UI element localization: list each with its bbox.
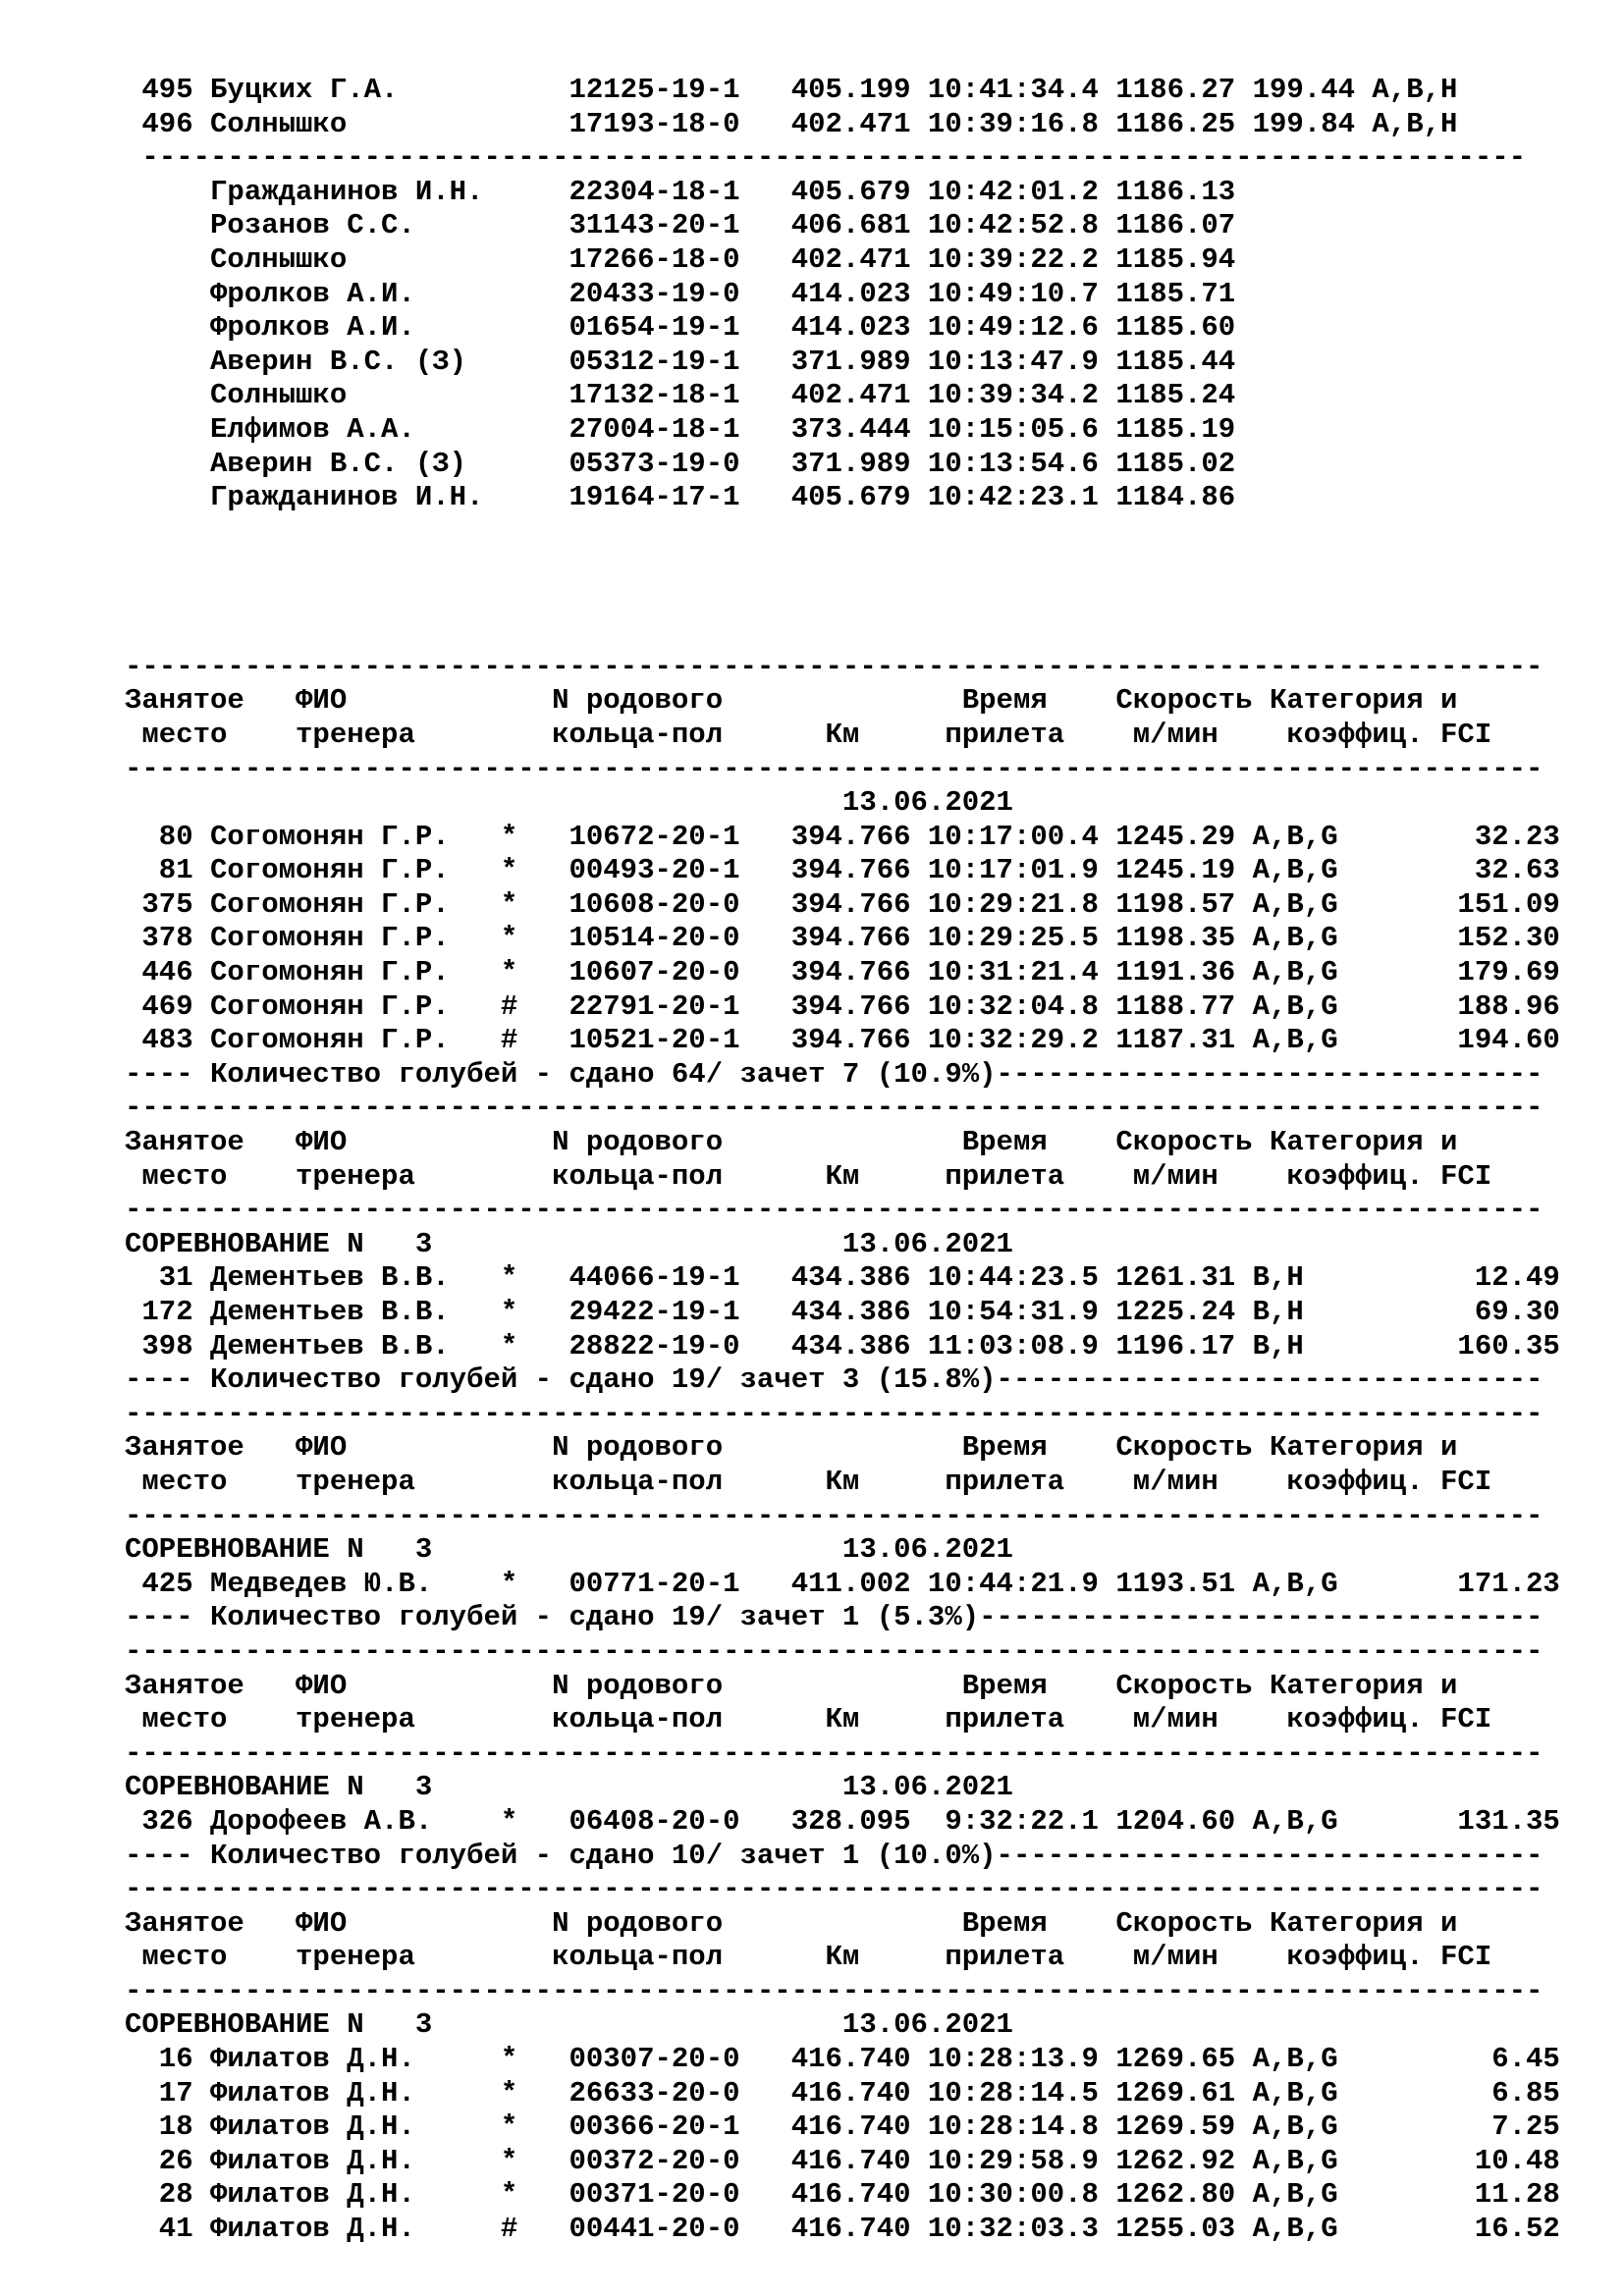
column-header-line-1: Занятое ФИО N родового Время Скорость Категория и — [125, 1669, 1458, 1702]
header-top-rule: ----------------------------------------------------------------------------------- — [125, 1634, 1543, 1668]
result-row: 446 Согомонян Г.Р. * 10607-20-0 394.766 10:31:21.4 1191.36 A,B,G 179.69 — [125, 956, 1560, 989]
section-summary-line: ---- Количество голубей - сдано 19/ зачет 1 (5.3%)--------------------------------- — [125, 1601, 1543, 1634]
result-row: 398 Дементьев В.В. * 28822-19-0 434.386 11:03:08.9 1196.17 B,H 160.35 — [125, 1329, 1560, 1362]
result-row: 16 Филатов Д.Н. * 00307-20-0 416.740 10:28:13.9 1269.65 A,B,G 6.45 — [125, 2043, 1560, 2076]
result-row: 28 Филатов Д.Н. * 00371-20-0 416.740 10:30:00.8 1262.80 A,B,G 11.28 — [125, 2178, 1560, 2212]
section-summary-line: ---- Количество голубей - сдано 64/ зачет 7 (10.9%)-------------------------------- — [125, 1057, 1543, 1091]
result-row: 375 Согомонян Г.Р. * 10608-20-0 394.766 10:29:21.8 1198.57 A,B,G 151.09 — [125, 887, 1560, 921]
header-bottom-rule: ----------------------------------------------------------------------------------- — [125, 1736, 1543, 1770]
results-report — [125, 74, 1617, 2247]
header-top-rule: ----------------------------------------------------------------------------------- — [125, 1397, 1543, 1430]
unranked-result-row: Гражданинов И.Н. 19164-17-1 405.679 10:42:23.1 1184.86 — [125, 481, 1236, 514]
unranked-result-row: Елфимов А.А. 27004-18-1 373.444 10:15:05.6 1185.19 — [125, 412, 1236, 446]
unranked-result-row: Аверин В.С. (З) 05312-19-1 371.989 10:13:47.9 1185.44 — [125, 345, 1236, 378]
column-header-line-1: Занятое ФИО N родового Время Скорость Категория и — [125, 1906, 1458, 1940]
unranked-result-row: Фролков А.И. 01654-19-1 414.023 10:49:12.6 1185.60 — [125, 311, 1236, 345]
section-summary-line: ---- Количество голубей - сдано 10/ зачет 1 (10.0%)-------------------------------- — [125, 1839, 1543, 1872]
header-top-rule: ----------------------------------------------------------------------------------- — [125, 650, 1543, 683]
result-row: 469 Согомонян Г.Р. # 22791-20-1 394.766 10:32:04.8 1188.77 A,B,G 188.96 — [125, 989, 1560, 1023]
result-row: 81 Согомонян Г.Р. * 00493-20-1 394.766 10:17:01.9 1245.19 A,B,G 32.63 — [125, 854, 1560, 887]
column-header-line-1: Занятое ФИО N родового Время Скорость Категория и — [125, 1126, 1458, 1159]
header-top-rule: ----------------------------------------------------------------------------------- — [125, 1092, 1543, 1125]
header-bottom-rule: ----------------------------------------------------------------------------------- — [125, 1974, 1543, 2007]
unranked-result-row: Солнышко 17266-18-0 402.471 10:39:22.2 1185.94 — [125, 242, 1236, 276]
competition-title-line: СОРЕВНОВАНИЕ N 3 13.06.2021 — [125, 1771, 1013, 1804]
competition-title-line: СОРЕВНОВАНИЕ N 3 13.06.2021 — [125, 1227, 1013, 1260]
header-bottom-rule: ----------------------------------------------------------------------------------- — [125, 1194, 1543, 1227]
column-header-line-1: Занятое ФИО N родового Время Скорость Категория и — [125, 1431, 1458, 1465]
ranked-result-row: 495 Буцких Г.А. 12125-19-1 405.199 10:41:34.4 1186.27 199.44 A,B,H — [125, 74, 1458, 106]
column-header-line-2: место тренера кольца-пол Км прилета м/мин коэффиц. FCI — [125, 1465, 1492, 1498]
unranked-result-row: Гражданинов И.Н. 22304-18-1 405.679 10:42:01.2 1186.13 — [125, 175, 1236, 208]
column-header-line-2: место тренера кольца-пол Км прилета м/мин коэффиц. FCI — [125, 1159, 1492, 1193]
result-row: 31 Дементьев В.В. * 44066-19-1 434.386 10:44:23.5 1261.31 B,H 12.49 — [125, 1261, 1560, 1295]
result-row: 41 Филатов Д.Н. # 00441-20-0 416.740 10:32:03.3 1255.03 A,B,G 16.52 — [125, 2213, 1560, 2246]
separator-line: --------------------------------------------------------------------------------- — [125, 141, 1527, 175]
header-bottom-rule: ----------------------------------------------------------------------------------- — [125, 752, 1543, 785]
competition-title-line: 13.06.2021 — [125, 786, 1013, 820]
column-header-line-2: место тренера кольца-пол Км прилета м/мин коэффиц. FCI — [125, 1703, 1492, 1736]
result-row: 18 Филатов Д.Н. * 00366-20-1 416.740 10:28:14.8 1269.59 A,B,G 7.25 — [125, 2110, 1560, 2144]
spacer — [125, 515, 1617, 651]
result-row: 425 Медведев Ю.В. * 00771-20-1 411.002 10:44:21.9 1193.51 A,B,G 171.23 — [125, 1567, 1560, 1600]
column-header-line-1: Занятое ФИО N родового Время Скорость Категория и — [125, 684, 1458, 718]
header-top-rule: ----------------------------------------------------------------------------------- — [125, 1873, 1543, 1906]
result-row: 80 Согомонян Г.Р. * 10672-20-1 394.766 10:17:00.4 1245.29 A,B,G 32.23 — [125, 820, 1560, 853]
unranked-result-row: Солнышко 17132-18-1 402.471 10:39:34.2 1185.24 — [125, 379, 1236, 412]
unranked-result-row: Фролков А.И. 20433-19-0 414.023 10:49:10.7 1185.71 — [125, 277, 1236, 310]
result-row: 17 Филатов Д.Н. * 26633-20-0 416.740 10:28:14.5 1269.61 A,B,G 6.85 — [125, 2076, 1560, 2109]
column-header-line-2: место тренера кольца-пол Км прилета м/мин коэффиц. FCI — [125, 1941, 1492, 1974]
header-bottom-rule: ----------------------------------------------------------------------------------- — [125, 1499, 1543, 1532]
competition-title-line: СОРЕВНОВАНИЕ N 3 13.06.2021 — [125, 2008, 1013, 2042]
unranked-result-row: Розанов С.С. 31143-20-1 406.681 10:42:52.8 1186.07 — [125, 209, 1236, 242]
unranked-result-row: Аверин В.С. (З) 05373-19-0 371.989 10:13:54.6 1185.02 — [125, 447, 1236, 480]
result-row: 483 Согомонян Г.Р. # 10521-20-1 394.766 10:32:29.2 1187.31 A,B,G 194.60 — [125, 1024, 1560, 1057]
result-row: 26 Филатов Д.Н. * 00372-20-0 416.740 10:29:58.9 1262.92 A,B,G 10.48 — [125, 2144, 1560, 2177]
competition-title-line: СОРЕВНОВАНИЕ N 3 13.06.2021 — [125, 1533, 1013, 1567]
result-row: 378 Согомонян Г.Р. * 10514-20-0 394.766 10:29:25.5 1198.35 A,B,G 152.30 — [125, 922, 1560, 955]
section-summary-line: ---- Количество голубей - сдано 19/ зачет 3 (15.8%)-------------------------------- — [125, 1363, 1543, 1397]
result-row: 172 Дементьев В.В. * 29422-19-1 434.386 10:54:31.9 1225.24 B,H 69.30 — [125, 1296, 1560, 1328]
column-header-line-2: место тренера кольца-пол Км прилета м/мин коэффиц. FCI — [125, 718, 1492, 751]
ranked-result-row: 496 Солнышко 17193-18-0 402.471 10:39:16.8 1186.25 199.84 A,B,H — [125, 107, 1458, 140]
result-row: 326 Дорофеев А.В. * 06408-20-0 328.095 9:32:22.1 1204.60 A,B,G 131.35 — [125, 1804, 1560, 1838]
